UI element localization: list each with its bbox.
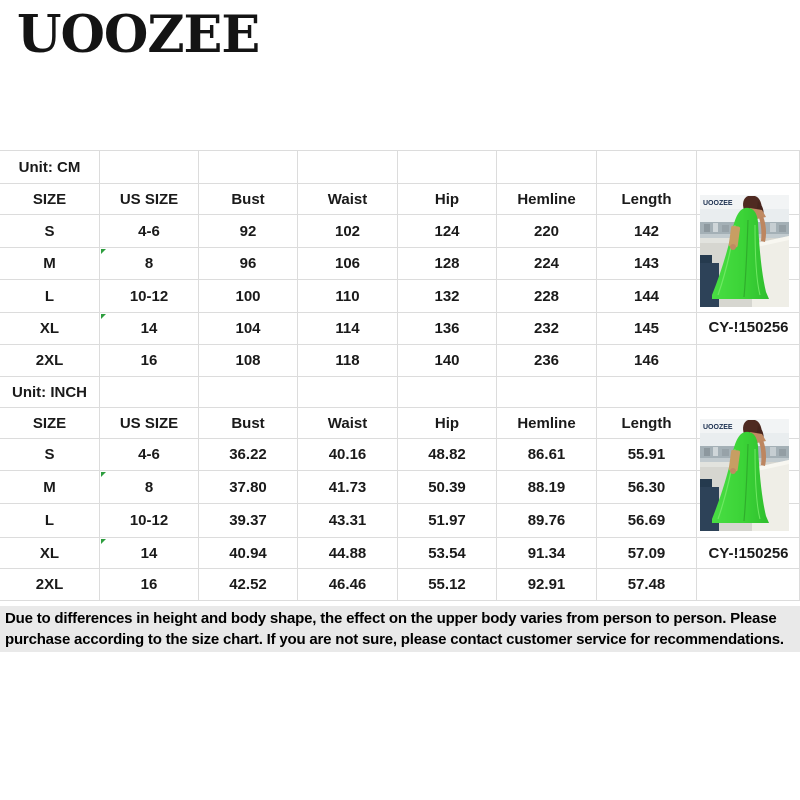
- measure-cell: 36.22: [199, 439, 298, 471]
- image-column-cell: [697, 345, 800, 377]
- measure-cell: 55.91: [597, 439, 697, 471]
- product-photo: [700, 195, 789, 307]
- column-header: Hip: [398, 184, 497, 215]
- measure-cell: 51.97: [398, 504, 497, 538]
- size-table-inch: [0, 376, 800, 601]
- product-photo: [700, 419, 789, 531]
- measure-cell: 108: [199, 345, 298, 377]
- measure-cell: 50.39: [398, 471, 497, 504]
- measure-cell: 224: [497, 248, 597, 280]
- measure-cell: 132: [398, 280, 497, 313]
- empty-cell: [597, 377, 697, 408]
- measure-cell: 56.30: [597, 471, 697, 504]
- column-header: SIZE: [0, 184, 100, 215]
- size-cell: S: [0, 215, 100, 248]
- measure-cell: 140: [398, 345, 497, 377]
- product-code: CY-!150256: [708, 545, 789, 562]
- empty-cell: [298, 377, 398, 408]
- measure-cell: 53.54: [398, 538, 497, 569]
- disclaimer-note: [0, 606, 800, 652]
- measure-cell: 89.76: [497, 504, 597, 538]
- measure-cell: 56.69: [597, 504, 697, 538]
- measure-cell: 142: [597, 215, 697, 248]
- us-size-cell: 10-12: [100, 280, 199, 313]
- measure-cell: 48.82: [398, 439, 497, 471]
- us-size-cell: 4-6: [100, 215, 199, 248]
- unit-label: Unit: CM: [0, 151, 100, 184]
- column-header: Waist: [298, 408, 398, 439]
- measure-cell: 57.48: [597, 569, 697, 601]
- measure-cell: 57.09: [597, 538, 697, 569]
- measure-cell: 110: [298, 280, 398, 313]
- empty-cell: [697, 151, 800, 184]
- column-header: US SIZE: [100, 184, 199, 215]
- empty-cell: [100, 377, 199, 408]
- us-size-cell: 8: [100, 248, 199, 280]
- empty-cell: [497, 151, 597, 184]
- column-header: Length: [597, 184, 697, 215]
- column-header: Length: [597, 408, 697, 439]
- measure-cell: 91.34: [497, 538, 597, 569]
- measure-cell: 106: [298, 248, 398, 280]
- empty-cell: [199, 151, 298, 184]
- measure-cell: 220: [497, 215, 597, 248]
- measure-cell: 128: [398, 248, 497, 280]
- measure-cell: 144: [597, 280, 697, 313]
- empty-cell: [398, 377, 497, 408]
- size-cell: XL: [0, 538, 100, 569]
- unit-label: Unit: INCH: [0, 377, 100, 408]
- us-size-cell: 14: [100, 313, 199, 345]
- measure-cell: 228: [497, 280, 597, 313]
- column-header: Bust: [199, 184, 298, 215]
- measure-cell: 37.80: [199, 471, 298, 504]
- size-cell: M: [0, 248, 100, 280]
- column-header: US SIZE: [100, 408, 199, 439]
- column-header: Hemline: [497, 184, 597, 215]
- empty-cell: [597, 151, 697, 184]
- measure-cell: 104: [199, 313, 298, 345]
- measure-cell: 96: [199, 248, 298, 280]
- measure-cell: 92.91: [497, 569, 597, 601]
- measure-cell: 39.37: [199, 504, 298, 538]
- measure-cell: 92: [199, 215, 298, 248]
- measure-cell: 40.94: [199, 538, 298, 569]
- measure-cell: 136: [398, 313, 497, 345]
- measure-cell: 145: [597, 313, 697, 345]
- disclaimer-text: Due to differences in height and body shape, the effect on the upper body varies from person to person. Please purchase according to the size chart. If you are not sure, please contact customer service for recommendations.: [5, 610, 784, 648]
- measure-cell: 118: [298, 345, 398, 377]
- measure-cell: 232: [497, 313, 597, 345]
- measure-cell: 102: [298, 215, 398, 248]
- us-size-cell: 4-6: [100, 439, 199, 471]
- size-table-cm: [0, 150, 800, 377]
- product-code: CY-!150256: [708, 319, 789, 336]
- empty-cell: [298, 151, 398, 184]
- brand-logo: UOOZEE: [17, 5, 260, 65]
- measure-cell: 46.46: [298, 569, 398, 601]
- measure-cell: 236: [497, 345, 597, 377]
- us-size-cell: 16: [100, 569, 199, 601]
- us-size-cell: 14: [100, 538, 199, 569]
- us-size-cell: 8: [100, 471, 199, 504]
- measure-cell: 44.88: [298, 538, 398, 569]
- measure-cell: 40.16: [298, 439, 398, 471]
- column-header: SIZE: [0, 408, 100, 439]
- measure-cell: 124: [398, 215, 497, 248]
- size-cell: L: [0, 504, 100, 538]
- measure-cell: 100: [199, 280, 298, 313]
- empty-cell: [199, 377, 298, 408]
- us-size-cell: 10-12: [100, 504, 199, 538]
- measure-cell: 41.73: [298, 471, 398, 504]
- measure-cell: 43.31: [298, 504, 398, 538]
- column-header: Bust: [199, 408, 298, 439]
- measure-cell: 86.61: [497, 439, 597, 471]
- empty-cell: [100, 151, 199, 184]
- empty-cell: [497, 377, 597, 408]
- size-cell: 2XL: [0, 569, 100, 601]
- size-cell: 2XL: [0, 345, 100, 377]
- column-header: Hemline: [497, 408, 597, 439]
- measure-cell: 143: [597, 248, 697, 280]
- empty-cell: [697, 377, 800, 408]
- column-header: Hip: [398, 408, 497, 439]
- measure-cell: 146: [597, 345, 697, 377]
- size-cell: S: [0, 439, 100, 471]
- image-column-cell: [697, 569, 800, 601]
- us-size-cell: 16: [100, 345, 199, 377]
- empty-cell: [398, 151, 497, 184]
- measure-cell: 55.12: [398, 569, 497, 601]
- size-cell: XL: [0, 313, 100, 345]
- measure-cell: 42.52: [199, 569, 298, 601]
- column-header: Waist: [298, 184, 398, 215]
- measure-cell: 114: [298, 313, 398, 345]
- measure-cell: 88.19: [497, 471, 597, 504]
- size-cell: M: [0, 471, 100, 504]
- size-cell: L: [0, 280, 100, 313]
